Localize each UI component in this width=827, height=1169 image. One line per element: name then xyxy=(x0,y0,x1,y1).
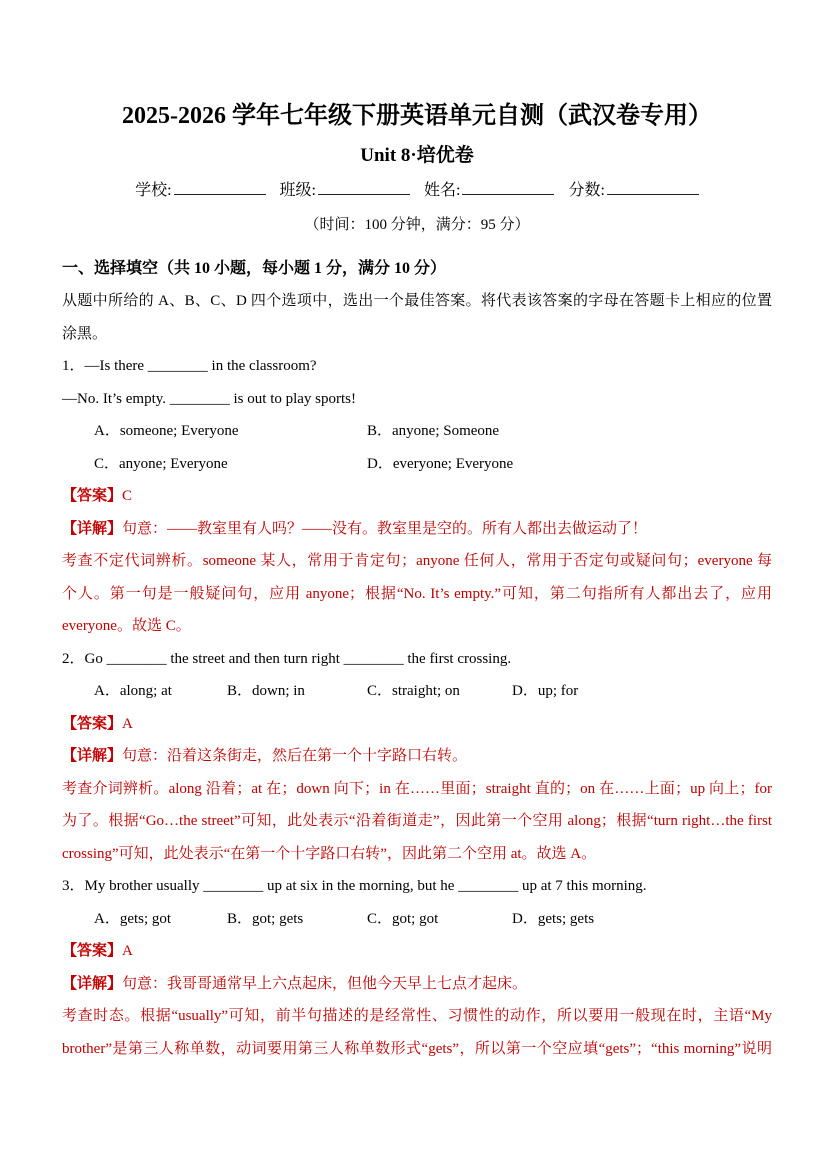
school-label: 学校: xyxy=(135,182,172,199)
question-1-options-row-1 xyxy=(62,415,772,448)
class-label: 班级: xyxy=(279,182,316,199)
question-3-stem-line-1: 3．My brother usually ________ up at six in the morning, but he ________ up at 7 this morning. xyxy=(62,878,647,894)
question-2-detail-text: 句意：沿着这条街走，然后在第一个十字路口右转。 xyxy=(122,748,468,764)
section-1-instructions-line-1: 从题中所给的 A、B、C、D 四个选项中，选出一个最佳答案。将代表该答案的字母在答题卡上相应的位置 xyxy=(62,293,772,309)
question-1-option-d: D．everyone; Everyone xyxy=(367,455,514,472)
question-1-option-b: B．anyone; Someone xyxy=(367,423,500,439)
answer-label: 【答案】 xyxy=(62,715,123,732)
question-2-analysis-line-3: crossing”可知，此处表示“在第一个十字路口右转”，因此第二个空用 at。故选 A。 xyxy=(62,845,597,862)
question-3-option-c: C．got; got xyxy=(367,910,439,927)
question-1-option-c: C．anyone; Everyone xyxy=(94,455,228,472)
question-2-option-d: D．up; for xyxy=(512,683,579,699)
detail-label: 【详解】 xyxy=(62,520,123,537)
answer-label: 【答案】 xyxy=(62,488,123,504)
school-blank-line xyxy=(174,178,266,195)
question-2-detail-line xyxy=(62,740,772,773)
section-1-instructions-line-2: 涂黑。 xyxy=(62,325,108,342)
question-1-analysis-line-3: everyone。故选 C。 xyxy=(62,618,191,634)
question-3-answer-line xyxy=(62,935,772,968)
question-2-answer-value: A xyxy=(122,715,133,732)
question-3-options-row xyxy=(62,903,772,936)
question-3-option-a: A．gets; got xyxy=(94,910,172,927)
question-1-stem-line-2: —No. It’s empty. ________ is out to play sports! xyxy=(62,390,357,407)
question-3-analysis-line-2: brother”是第三人称单数，动词要用第三人称单数形式“gets”，所以第一个空应填“gets”；“this morning”说明 xyxy=(62,1040,772,1057)
question-1-analysis-line-2: 个人。第一句是一般疑问句，应用 anyone；根据“No. It’s empty.”可知，第二句指所有人都出去了，应用 xyxy=(62,585,772,602)
question-2-option-b: B．down; in xyxy=(227,683,305,699)
question-1-options-row-2 xyxy=(62,448,772,481)
question-2-stem-line-1: 2．Go ________ the street and then turn right ________ the first crossing. xyxy=(62,650,512,667)
detail-label: 【详解】 xyxy=(62,748,123,764)
question-2-analysis-line-2: 为了。根据“Go…the street”可知，此处表示“沿着街道走”，因此第一个空用 along；根据“turn right…the first xyxy=(62,813,772,829)
class-blank-line xyxy=(318,178,410,195)
question-1-detail-line xyxy=(62,513,772,546)
question-2-analysis-line-1: 考查介词辨析。along 沿着；at 在；down 向下；in 在……里面；straight 直的；on 在……上面；up 向上；for xyxy=(62,780,772,797)
question-1-detail-text: 句意：——教室里有人吗？——没有。教室里是空的。所有人都出去做运动了！ xyxy=(122,520,648,537)
question-3-option-d: D．gets; gets xyxy=(512,910,595,927)
exam-subtitle: Unit 8·培优卷 xyxy=(360,145,474,166)
question-1-answer-value: C xyxy=(122,488,133,504)
detail-label: 【详解】 xyxy=(62,975,123,992)
question-2-options-row xyxy=(62,675,772,708)
question-3-answer-value: A xyxy=(122,943,133,959)
question-1-stem-line-1: 1．—Is there ________ in the classroom? xyxy=(62,358,317,374)
question-1-option-a: A．someone; Everyone xyxy=(94,423,239,439)
score-blank-line xyxy=(607,178,699,195)
score-label: 分数: xyxy=(568,182,605,199)
question-2-option-a: A．along; at xyxy=(94,683,172,699)
question-3-detail-text: 句意：我哥哥通常早上六点起床，但他今天早上七点才起床。 xyxy=(122,975,528,992)
question-1-answer-line xyxy=(62,480,772,513)
question-1-analysis-line-1: 考查不定代词辨析。someone 某人，常用于肯定句；anyone 任何人，常用于否定句或疑问句；everyone 每 xyxy=(62,553,772,569)
question-3-option-b: B．got; gets xyxy=(227,910,304,927)
name-label: 姓名: xyxy=(424,182,461,199)
answer-label: 【答案】 xyxy=(62,943,123,959)
question-3-analysis-line-1: 考查时态。根据“usually”可知，前半句描述的是经常性、习惯性的动作，所以要用一般现在时，主语“My xyxy=(62,1008,772,1024)
question-2-option-c: C．straight; on xyxy=(367,683,460,699)
question-2-answer-line xyxy=(62,708,772,741)
name-blank-line xyxy=(462,178,554,195)
question-3-detail-line xyxy=(62,968,772,1001)
section-1-heading: 一、选择填空（共 10 小题，每小题 1 分，满分 10 分） xyxy=(62,260,447,277)
time-score-line: （时间：100 分钟，满分：95 分） xyxy=(304,217,530,233)
exam-title: 2025-2026 学年七年级下册英语单元自测（武汉卷专用） xyxy=(122,103,712,129)
student-info-row xyxy=(62,174,772,208)
